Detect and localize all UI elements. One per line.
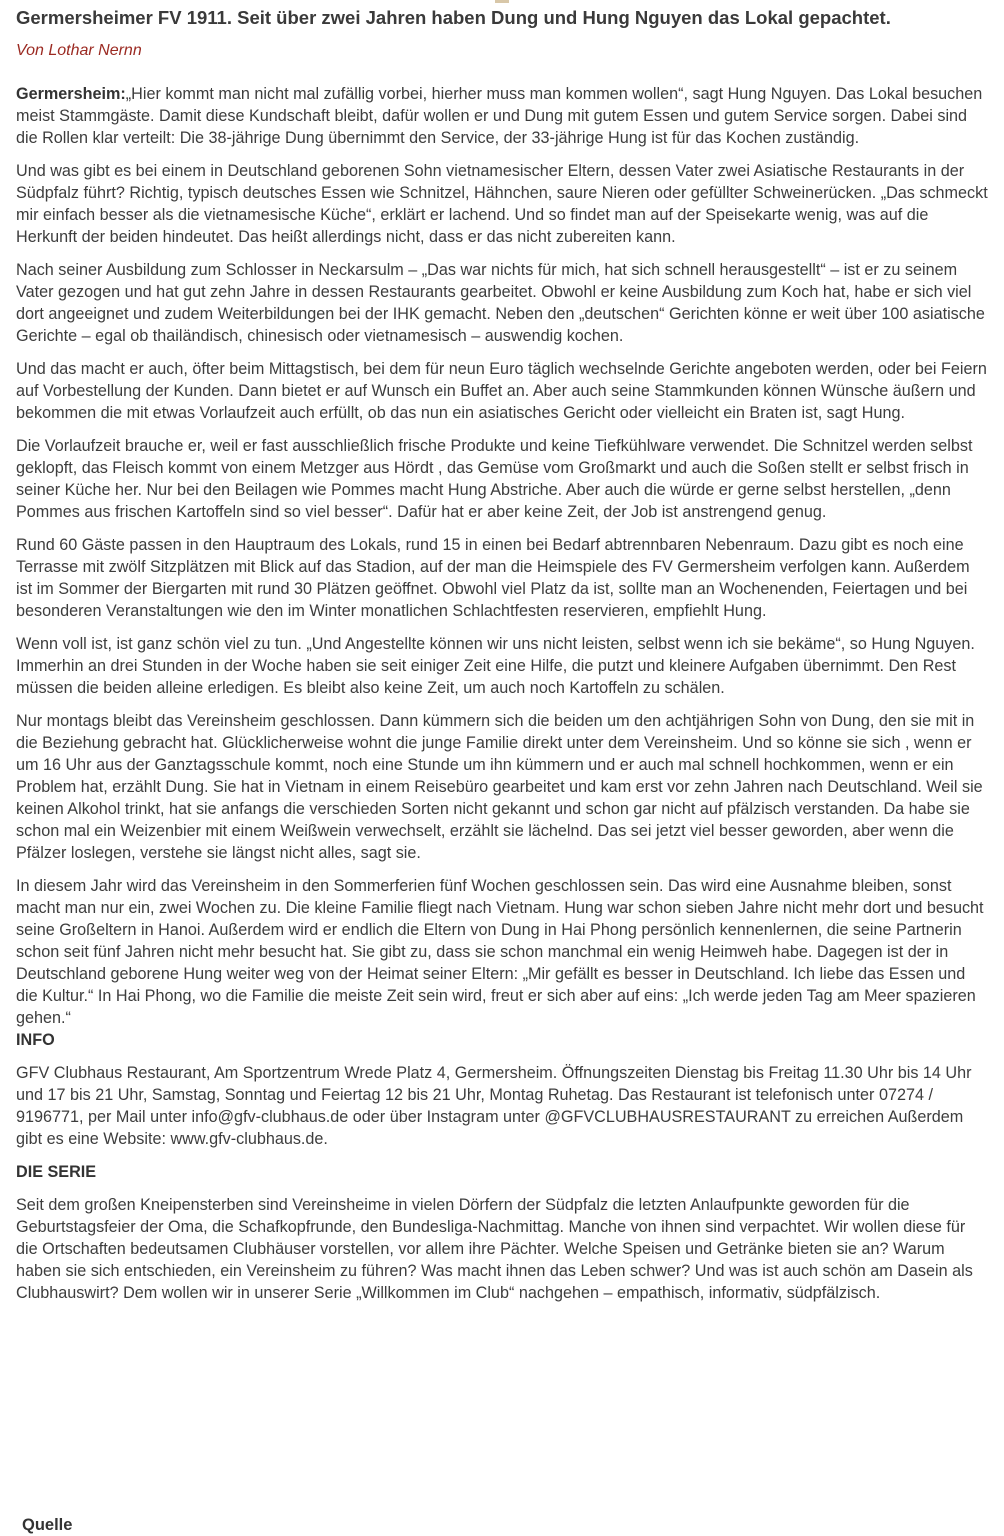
paragraph-9: In diesem Jahr wird das Vereinsheim in den Sommerferien fünf Wochen geschlossen sein. Das wird eine Ausnahme bleiben, sonst macht man nur ein, zwei Wochen zu. Die kleine Familie fliegt nach Vietnam. Hung war schon sieben Jahre nicht mehr dort und besucht seine Großeltern in Hanoi. Außerdem wird er endlich die Eltern von Dung in Hai Phong persönlich kennenlernen, die seine Partnerin schon seit fünf Jahren nicht mehr besucht hat. Sie gibt zu, dass sie schon manchmal ein wenig Heimweh habe. Dagegen ist der in Deutschland geborene Hung weiter weg von der Heimat seiner Eltern: „Mir gefällt es besser in Deutschland. Ich liebe das Essen und die Kultur.“ In Hai Phong, wo die Familie die meiste Zeit sein wird, freut er sich aber auf eins: „Ich werde jeden Tag am Meer spazieren gehen.“	[16, 877, 984, 1027]
paragraph-5: Die Vorlaufzeit brauche er, weil er fast ausschließlich frische Produkte und keine Tiefkühlware verwendet. Die Schnitzel werden selbst geklopft, das Fleisch kommt von einem Metzger aus Hördt , das Gemüse vom Großmarkt und auch die Soßen stellt er selbst frisch in seiner Küche her. Nur bei den Beilagen wie Pommes macht Hung Abstriche. Aber auch die würde er gerne selbst herstellen, „denn Pommes aus frischen Kartoffeln sind so viel besser“. Dafür hat er aber keine Zeit, der Job ist anstrengend genug.	[16, 437, 973, 521]
paragraph-1-text: „Hier kommt man nicht mal zufällig vorbei, hierher muss man kommen wollen“, sagt Hung Nguyen. Das Lokal besuchen meist Stammgäste. Damit diese Kundschaft bleibt, dafür wollen er und Dung mit gutem Essen und gutem Service sorgen. Dabei sind die Rollen klar verteilt: Die 38-jährige Dung übernimmt den Service, der 33-jährige Hung ist für das Kochen zuständig.	[16, 85, 983, 147]
serie-heading: DIE SERIE	[16, 1163, 97, 1181]
paragraph-8: Nur montags bleibt das Vereinsheim geschlossen. Dann kümmern sich die beiden um den achtjährigen Sohn von Dung, den sie mit in die Beziehung gebracht hat. Glücklicherweise wohnt die junge Familie direkt unter dem Vereinsheim. Und so könne sie sich , wenn er um 16 Uhr aus der Ganztagsschule kommt, noch eine Stunde um ihn kümmern und er auch mal schnell hochkommen, wenn er ein Problem hat, erzählt Dung. Sie hat in Vietnam in einem Reisebüro gearbeitet und kam erst vor zehn Jahren nach Deutschland. Weil sie keinen Alkohol trinkt, hat sie anfangs die verschieden Sorten nicht gekannt und schon gar nicht auf pfälzisch verstanden. Da habe sie schon mal ein Weizenbier mit einem Weißwein verwechselt, erzählt sie lächelnd. Das sei jetzt viel besser geworden, aber wenn die Pfälzer loslegen, verstehe sie längst nicht alles, sagt sie.	[16, 712, 983, 862]
info-heading: INFO	[16, 1031, 55, 1049]
dateline: Germersheim:	[16, 85, 126, 103]
paragraph-6: Rund 60 Gäste passen in den Hauptraum des Lokals, rund 15 in einen bei Bedarf abtrennbaren Nebenraum. Dazu gibt es noch eine Terrasse mit zwölf Sitzplätzen mit Blick auf das Stadion, auf der man die Heimspiele des FV Germersheim verfolgen kann. Außerdem ist im Sommer der Biergarten mit rund 30 Plätzen geöffnet. Obwohl viel Platz da ist, sollte man an Wochenenden, Feiertagen und bei besonderen Veranstaltungen wie den im Winter monatlichen Schlachtfesten reservieren, empfiehlt Hung.	[16, 536, 970, 620]
paragraph-1	[16, 83, 988, 149]
source-label: Quelle	[22, 1516, 73, 1534]
headline: Germersheimer FV 1911. Seit über zwei Jahren haben Dung und Hung Nguyen das Lokal gepachtet.	[16, 7, 891, 28]
serie-text: Seit dem großen Kneipensterben sind Vereinsheime in vielen Dörfern der Südpfalz die letzten Anlaufpunkte geworden für die Geburtstagsfeier der Oma, die Schafkopfrunde, den Bundesliga-Nachmittag. Manche von ihnen sind verpachtet. Wir wollen diese für die Ortschaften bedeutsamen Clubhäuser vorstellen, vor allem ihre Pächter. Welche Speisen und Getränke bieten sie an? Warum haben sie sich entschieden, ein Vereinsheim zu führen? Was macht ihnen das Leben schwer? Und was ist auch schön am Dasein als Clubhauswirt? Dem wollen wir in unserer Serie „Willkommen im Club“ nachgehen – empathisch, informativ, südpfälzisch.	[16, 1196, 973, 1302]
paragraph-3: Nach seiner Ausbildung zum Schlosser in Neckarsulm – „Das war nichts für mich, hat sich schnell herausgestellt“ – ist er zu seinem Vater gezogen und hat gut zehn Jahre in dessen Restaurants gearbeitet. Obwohl er keine Ausbildung zum Koch hat, habe er sich viel dort angeeignet und zudem Weiterbildungen bei der IHK gemacht. Neben den „deutschen“ Gerichten könne er weit über 100 asiatische Gerichte – egal ob thailändisch, chinesisch oder vietnamesisch – auswendig kochen.	[16, 261, 985, 345]
paragraph-4: Und das macht er auch, öfter beim Mittagstisch, bei dem für neun Euro täglich wechselnde Gerichte angeboten werden, oder bei Feiern auf Vorbestellung der Kunden. Dann bietet er auf Wunsch ein Buffet an. Aber auch seine Stammkunden können Wünsche äußern und bekommen die mit etwas Vorlaufzeit auch erfüllt, ob das nun ein asiatisches Gericht oder vielleicht ein Braten ist, sagt Hung.	[16, 360, 987, 422]
author-byline: Von Lothar Nernn	[16, 42, 142, 59]
paragraph-2: Und was gibt es bei einem in Deutschland geborenen Sohn vietnamesischer Eltern, dessen Vater zwei Asiatische Restaurants in der Südpfalz führt? Richtig, typisch deutsches Essen wie Schnitzel, Hähnchen, saure Nieren oder gefüllter Schweinerücken. „Das schmeckt mir einfach besser als die vietnamesische Küche“, erklärt er lachend. Und so findet man auf der Speisekarte wenig, was auf die Herkunft der beiden hindeutet. Das heißt allerdings nicht, dass er das nicht zubereiten kann.	[16, 162, 988, 246]
article	[16, 0, 988, 1304]
paragraph-7: Wenn voll ist, ist ganz schön viel zu tun. „Und Angestellte können wir uns nicht leisten, selbst wenn ich sie bekäme“, so Hung Nguyen. Immerhin an drei Stunden in der Woche haben sie seit einiger Zeit eine Hilfe, die putzt und kleinere Aufgaben übernimmt. Den Rest müssen die beiden alleine erledigen. Es bleibt also keine Zeit, um auch noch Kartoffeln zu schälen.	[16, 635, 975, 697]
info-text: GFV Clubhaus Restaurant, Am Sportzentrum Wrede Platz 4, Germersheim. Öffnungszeiten Dienstag bis Freitag 11.30 Uhr bis 14 Uhr und 17 bis 21 Uhr, Samstag, Sonntag und Feiertag 12 bis 21 Uhr, Montag Ruhetag. Das Restaurant ist telefonisch unter 07274 / 9196771, per Mail unter info@gfv-clubhaus.de oder über Instagram unter @GFVCLUBHAUSRESTAURANT zu erreichen Außerdem gibt es eine Website: www.gfv-clubhaus.de.	[16, 1064, 972, 1148]
